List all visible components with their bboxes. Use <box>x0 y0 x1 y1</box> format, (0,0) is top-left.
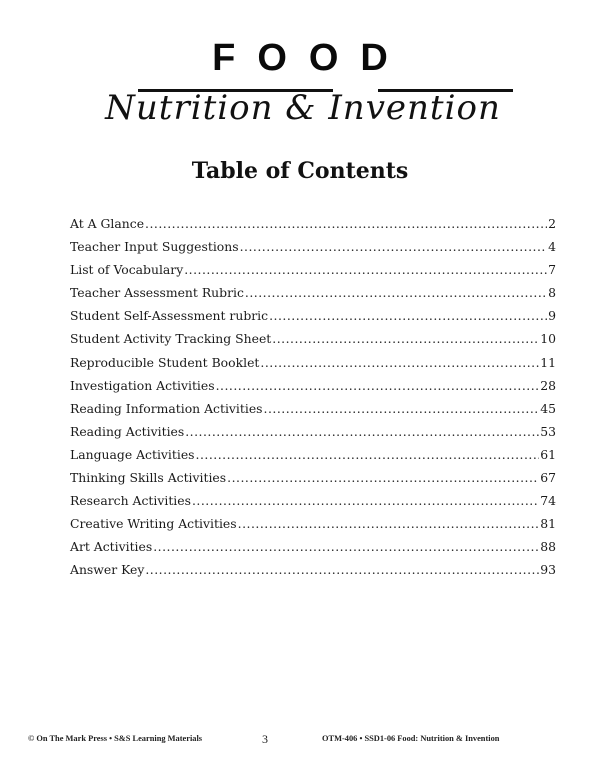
toc-entry-page: 61 <box>540 446 556 462</box>
dot-leader <box>264 397 540 420</box>
dot-leader <box>153 535 539 558</box>
toc-entry <box>70 397 556 420</box>
toc-entry-label: Investigation Activities <box>70 377 215 393</box>
toc-entry-page: 7 <box>548 262 556 278</box>
dot-leader <box>260 351 539 374</box>
dot-leader <box>269 304 547 327</box>
footer-copyright: © On The Mark Press • S&S Learning Materials <box>28 734 203 743</box>
toc-entry-page: 2 <box>548 216 556 231</box>
dot-leader <box>185 420 539 443</box>
toc-entry-label: Thinking Skills Activities <box>70 470 227 486</box>
toc-entry-page: 74 <box>540 493 556 509</box>
toc-entry <box>70 281 556 304</box>
toc-entry <box>70 512 556 535</box>
dot-leader <box>196 443 540 466</box>
toc-entry-page: 45 <box>540 400 556 416</box>
dot-leader <box>272 327 539 350</box>
toc-entry <box>70 466 556 489</box>
book-subtitle: Nutrition & Invention <box>105 88 501 128</box>
dot-leader <box>184 258 547 281</box>
toc-entry <box>70 374 556 397</box>
dot-leader <box>227 466 539 489</box>
toc-entry-page: 67 <box>540 470 556 486</box>
toc-entry <box>70 489 556 512</box>
toc-entry-label: Student Activity Tracking Sheet <box>70 331 272 347</box>
toc-entry <box>70 420 556 443</box>
dot-leader <box>192 489 539 512</box>
dot-leader <box>216 374 540 397</box>
toc-entry <box>70 304 556 327</box>
dot-leader <box>145 212 547 235</box>
toc-entry-page: 93 <box>540 562 556 578</box>
toc-entry-label: Creative Writing Activities <box>70 516 237 532</box>
dot-leader <box>240 235 548 258</box>
toc-entry <box>70 212 556 235</box>
toc-entry-page: 11 <box>540 354 556 370</box>
toc-entry <box>70 558 556 581</box>
book-subtitle-block <box>88 84 518 130</box>
page-footer <box>0 732 600 748</box>
toc-entry-page: 4 <box>548 239 556 255</box>
toc-entry-page: 10 <box>540 331 556 347</box>
toc-entry <box>70 443 556 466</box>
toc-entry-label: Teacher Assessment Rubric <box>70 285 244 301</box>
toc-entry <box>70 351 556 374</box>
toc-entry-label: Reproducible Student Booklet <box>70 354 260 370</box>
toc-entry <box>70 258 556 281</box>
toc-entry-page: 28 <box>540 377 556 393</box>
toc-entry-label: Reading Information Activities <box>70 400 263 416</box>
toc-entry <box>70 235 556 258</box>
toc-entry-label: Art Activities <box>70 539 153 555</box>
footer-page-number: 3 <box>262 732 268 746</box>
toc-entry-label: At A Glance <box>70 216 145 231</box>
toc-entry <box>70 327 556 350</box>
toc-entry-label: List of Vocabulary <box>70 262 184 278</box>
table-of-contents <box>70 212 556 582</box>
toc-entry-label: Student Self-Assessment rubric <box>70 308 269 324</box>
toc-entry-label: Answer Key <box>70 562 145 578</box>
toc-entry-page: 88 <box>540 539 556 555</box>
toc-entry-page: 8 <box>548 285 556 301</box>
toc-entry <box>70 535 556 558</box>
book-title: FOOD <box>212 37 410 79</box>
toc-heading: Table of Contents <box>191 158 409 184</box>
toc-entry-page: 53 <box>540 423 556 439</box>
dot-leader <box>245 281 547 304</box>
toc-entry-page: 81 <box>540 516 556 532</box>
toc-entry-label: Language Activities <box>70 446 195 462</box>
toc-entry-label: Research Activities <box>70 493 191 509</box>
dot-leader <box>145 558 539 581</box>
toc-entry-label: Reading Activities <box>70 423 185 439</box>
toc-entry-label: Teacher Input Suggestions <box>70 239 239 255</box>
dot-leader <box>238 512 540 535</box>
footer-product-code: OTM-406 • SSD1-06 Food: Nutrition & Invention <box>322 734 500 743</box>
toc-entry-page: 9 <box>548 308 556 324</box>
